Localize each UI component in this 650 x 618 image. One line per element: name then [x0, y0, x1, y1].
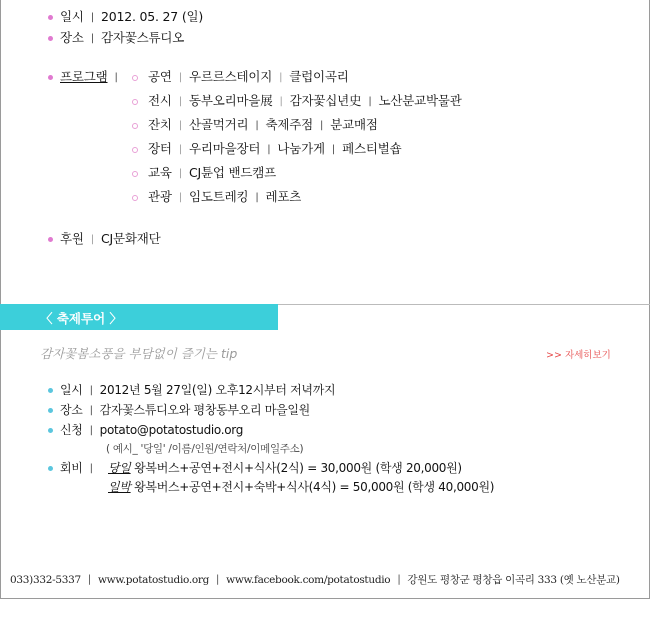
bullet-icon: [48, 428, 53, 433]
tour-date-label: 일시: [60, 383, 83, 397]
tour-date-value: 2012년 5월 27일(일) 오후12시부터 저녁까지: [99, 383, 336, 397]
info-sponsor-value: CJ문화재단: [100, 231, 161, 246]
footer-facebook[interactable]: www.facebook.com/potatostudio: [226, 574, 391, 586]
program-item: 클럽이곡리: [289, 69, 349, 84]
tour-apply-email[interactable]: potato@potatostudio.org: [99, 423, 244, 437]
program-item: 우르르스테이지: [188, 69, 273, 84]
divider: |: [279, 72, 283, 83]
program-item: 레포츠: [265, 189, 302, 204]
program-category: 공연: [148, 69, 172, 84]
tour-place-label: 장소: [60, 403, 83, 417]
divider: |: [90, 12, 94, 23]
divider: |: [397, 574, 401, 585]
footer-phone: 033)332-5337: [10, 574, 81, 586]
circle-bullet-icon: [132, 75, 138, 81]
program-category: 교육: [148, 165, 172, 180]
footer-address: 강원도 평창군 평창읍 이곡리 333 (옛 노산분교): [407, 574, 620, 586]
info-date-row: [48, 9, 203, 26]
fee-overnight-row: [108, 479, 494, 495]
bullet-icon: [48, 466, 53, 471]
program-item: 산골먹거리: [188, 117, 249, 132]
info-sponsor-label: 후원: [60, 231, 84, 246]
divider: |: [89, 463, 93, 474]
divider: |: [89, 405, 93, 416]
divider: |: [178, 96, 182, 107]
fee-day-row: [108, 460, 462, 476]
divider: |: [178, 120, 182, 131]
fee-overnight-label: 일박: [108, 480, 131, 494]
divider: |: [255, 192, 259, 203]
program-item: 노산분교박물관: [378, 93, 462, 108]
circle-bullet-icon: [132, 99, 138, 105]
divider: |: [89, 425, 93, 436]
section-header-festival-tour: [0, 304, 278, 330]
divider: |: [320, 120, 324, 131]
info-place-row: [48, 30, 184, 47]
info-date-value: 2012. 05. 27 (일): [100, 9, 204, 24]
program-row: [132, 189, 301, 206]
footer-website[interactable]: www.potatostudio.org: [97, 574, 210, 586]
divider: |: [368, 96, 372, 107]
divider: |: [267, 144, 271, 155]
bullet-icon: [48, 36, 53, 41]
program-item: 동부오리마을展: [188, 93, 273, 108]
program-item: 축제주점: [265, 117, 314, 132]
tour-date-row: [48, 382, 335, 399]
info-program-label: 프로그램: [60, 69, 108, 84]
program-item: 우리마을장터: [188, 141, 261, 156]
program-row: [132, 93, 462, 110]
divider: |: [178, 192, 182, 203]
divider: |: [178, 72, 182, 83]
program-category: 관광: [148, 189, 172, 204]
program-row: [132, 117, 378, 134]
tour-tagline: 감자꽃봄소풍을 부담없이 즐기는 tip: [40, 346, 238, 361]
tour-fee-label: 회비: [60, 461, 83, 475]
divider: |: [90, 234, 94, 245]
bullet-icon: [48, 388, 53, 393]
divider: |: [279, 96, 283, 107]
program-item: 임도트레킹: [188, 189, 249, 204]
circle-bullet-icon: [132, 195, 138, 201]
circle-bullet-icon: [132, 123, 138, 129]
program-row: [132, 165, 276, 182]
tour-apply-label: 신청: [60, 423, 83, 437]
program-category: 장터: [148, 141, 172, 156]
info-program-row: [48, 69, 125, 86]
tour-apply-example: ( 예시_ '당일' /이름/인원/연락처/이메일주소): [106, 443, 304, 455]
bullet-icon: [48, 75, 53, 80]
circle-bullet-icon: [132, 171, 138, 177]
tour-place-row: [48, 402, 310, 419]
circle-bullet-icon: [132, 147, 138, 153]
program-category: 잔치: [148, 117, 172, 132]
bullet-icon: [48, 408, 53, 413]
bullet-icon: [48, 15, 53, 20]
program-item: 나눔가게: [277, 141, 325, 156]
fee-day-label: 당일: [108, 461, 131, 475]
program-item: CJ튠업 밴드캠프: [188, 165, 276, 180]
divider: |: [90, 33, 94, 44]
program-row: [132, 69, 349, 86]
divider: |: [178, 168, 182, 179]
fee-day-value: 왕복버스+공연+전시+식사(2식) = 30,000원 (학생 20,000원): [134, 461, 462, 475]
divider: |: [87, 574, 91, 585]
program-category: 전시: [148, 93, 172, 108]
fee-overnight-value: 왕복버스+공연+전시+숙박+식사(4식) = 50,000원 (학생 40,000원): [134, 480, 495, 494]
divider: |: [114, 72, 118, 83]
divider: |: [216, 574, 220, 585]
divider: |: [178, 144, 182, 155]
footer: [10, 572, 620, 587]
section-title: 〈 축제투어 〉: [40, 311, 123, 326]
program-item: 분교매점: [330, 117, 378, 132]
divider: |: [331, 144, 336, 155]
program-item: 감자꽃십년史: [289, 93, 362, 108]
program-item: 페스티벌숍: [342, 141, 402, 156]
tour-place-value: 감자꽃스튜디오와 평창동부오리 마을일원: [99, 403, 310, 417]
tour-fee-row: [48, 460, 100, 477]
info-date-label: 일시: [60, 9, 84, 24]
bullet-icon: [48, 237, 53, 242]
divider: |: [255, 120, 259, 131]
more-details-link[interactable]: >> 자세히보기: [546, 350, 611, 361]
program-row: [132, 141, 401, 158]
divider: |: [89, 385, 93, 396]
info-place-value: 감자꽃스튜디오: [100, 30, 185, 45]
tour-apply-row: [48, 422, 243, 439]
info-sponsor-row: [48, 231, 160, 248]
info-place-label: 장소: [60, 30, 84, 45]
